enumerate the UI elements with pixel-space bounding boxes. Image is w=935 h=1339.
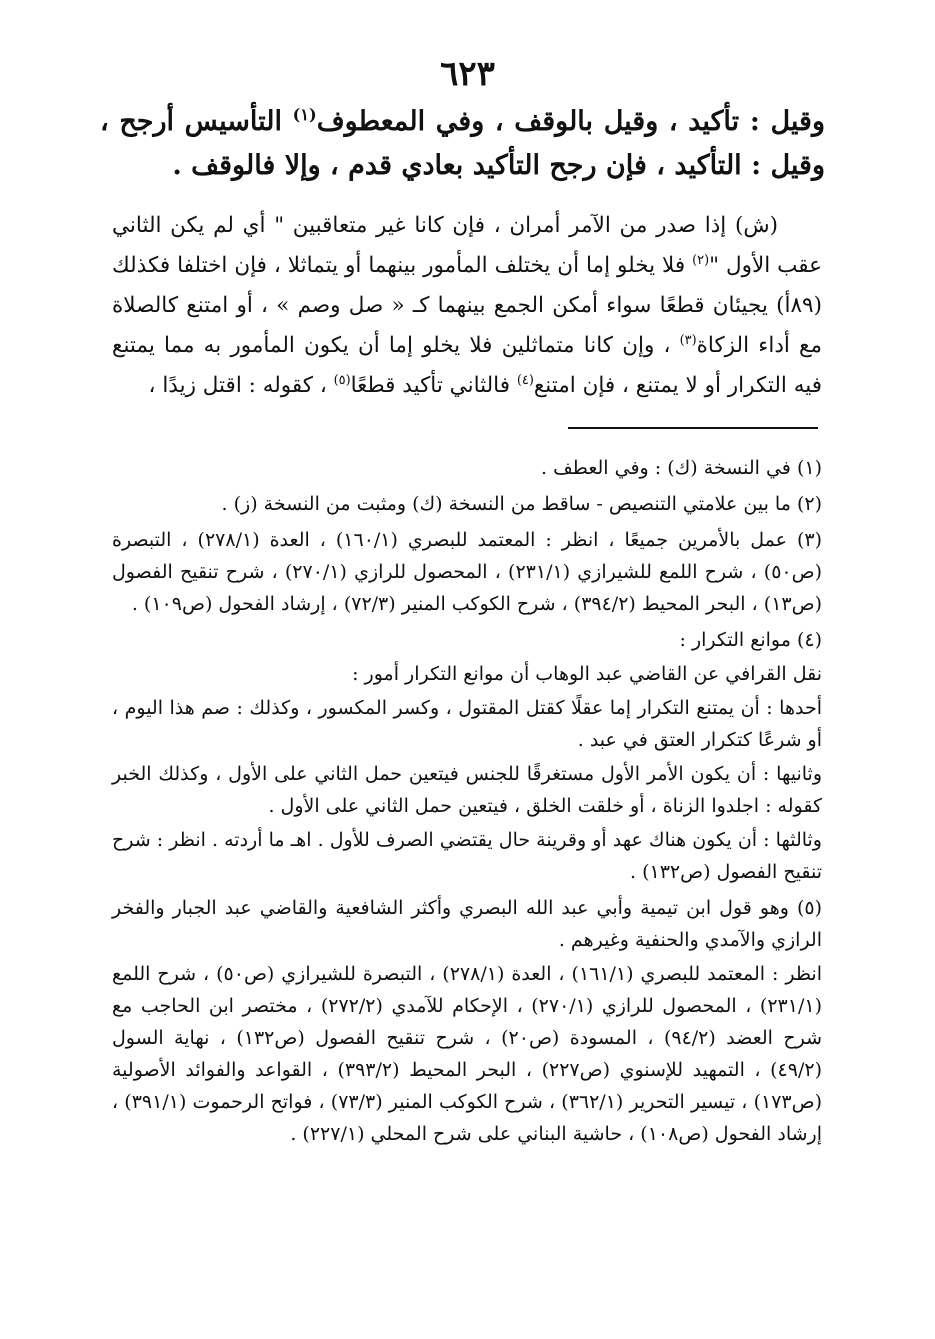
footnote-3 (112, 524, 822, 620)
commentary-part-1: (ش) إذا صدر من الآمر أمران ، فإن كانا غير متعاقبين " أي لم يكن الثاني عقب الأول " (112, 213, 822, 278)
footnote-1 (112, 452, 822, 484)
footnote-text: وهو قول ابن تيمية وأبي عبد الله البصري وأكثر الشافعية والقاضي عبد الجبار والفخر الرازي والآمدي والحنفية وغيرهم . (112, 897, 822, 951)
commentary-part-2: فلا يخلو إما أن يختلف المأمور بينهما أو يتماثلا ، فإن اختلفا فكذلك (٨٩أ) يجيئان قطعًا سواء أمكن الجمع بينهما كـ « صل وصم » ، أو امتنع كالصلاة مع أداء الزكاة (112, 253, 822, 358)
footnote-number: (٢) (796, 493, 822, 515)
footnote-ref-2: (٢) (692, 252, 710, 268)
commentary-block (112, 206, 822, 406)
footnote-ref-5: (٥) (333, 372, 351, 388)
footnote-line: نقل القرافي عن القاضي عبد الوهاب أن موانع التكرار أمور : (352, 663, 822, 685)
footnotes-block (112, 452, 822, 1154)
commentary-part-4: فالثاني تأكيد قطعًا (350, 373, 517, 398)
footnote-2 (112, 488, 822, 520)
footnote-number: (٥) (796, 897, 823, 919)
footnote-ref-1: (١) (292, 105, 317, 124)
main-text-block (100, 100, 825, 188)
footnote-line (112, 452, 822, 484)
main-text-part-2: التأسيس أرجح ، وقيل : التأكيد ، فإن رجح التأكيد بعادي قدم ، وإلا فالوقف . (100, 106, 825, 181)
footnote-ref-4: (٤) (516, 372, 534, 388)
commentary-paragraph (112, 206, 822, 406)
footnote-4 (112, 624, 822, 888)
footnote-line: أحدها : أن يمتنع التكرار إما عقلًا كقتل المقتول ، وكسر المكسور ، وكذلك : صم هذا اليوم ، أو شرعًا كتكرار العتق في عبد . (112, 697, 822, 751)
footnote-number: (١) (796, 457, 822, 479)
footnote-text: في النسخة (ك) : وفي العطف . (541, 457, 791, 479)
footnote-line (112, 624, 822, 656)
footnote-text: ما بين علامتي التنصيص - ساقط من النسخة (ك) ومثبت من النسخة (ز) . (221, 493, 791, 515)
main-text-paragraph (100, 100, 825, 188)
footnote-line (112, 488, 822, 520)
footnote-line: انظر : المعتمد للبصري (١٦١/١) ، العدة (٢٧٨/١) ، التبصرة للشيرازي (ص٥٠) ، شرح اللمع (٢٣١/١) ، المحصول للرازي (٢٧٠/١) ، الإحكام للآمدي (٢٧٢/٢) ، مختصر ابن الحاجب مع شرح العضد (٩٤/٢) ، المسودة (ص٢٠) ، شرح تنقيح الفصول (ص١٣٢) ، نهاية السول (٤٩/٢) ، التمهيد للإسنوي (ص٢٢٧) ، البحر المحيط (٣٩٣/٢) ، القواعد والفوائد الأصولية (ص١٧٣) ، تيسير التحرير (٣٦٢/١) ، شرح الكوكب المنير (٧٣/٣) ، فواتح الرحموت (٣٩١/١) ، إرشاد الفحول (ص١٠٨) ، حاشية البناني على شرح المحلي (٢٢٧/١) . (112, 963, 823, 1145)
page-number: ٦٢٣ (440, 54, 495, 94)
footnote-number: (٣) (796, 529, 823, 551)
footnote-5 (112, 892, 822, 1150)
footnote-text: عمل بالأمرين جميعًا ، انظر : المعتمد للبصري (١٦٠/١) ، العدة (٢٧٨/١) ، التبصرة (ص٥٠) ، شرح اللمع للشيرازي (٢٣١/١) ، المحصول للرازي (٢٧٠/١) ، شرح تنقيح الفصول (ص١٣) ، البحر المحيط (٣٩٤/٢) ، شرح الكوكب المنير (٧٢/٣) ، إرشاد الفحول (ص١٠٩) . (112, 529, 823, 615)
commentary-part-3: ، وإن كانا متماثلين فلا يخلو إما أن يكون المأمور به مما يمتنع فيه التكرار أو لا يمتنع ، فإن امتنع (112, 333, 822, 398)
footnote-separator (568, 427, 818, 429)
footnote-text: موانع التكرار : (679, 629, 791, 651)
footnote-number: (٤) (796, 629, 822, 651)
main-text-part-1: وقيل : تأكيد ، وقيل بالوقف ، وفي المعطوف (316, 106, 825, 137)
footnote-line (112, 524, 822, 620)
footnote-ref-3: (٣) (679, 332, 697, 348)
footnote-line (112, 892, 822, 956)
footnote-line: وثانيها : أن يكون الأمر الأول مستغرقًا للجنس فيتعين حمل الثاني على الأول ، وكذلك الخبر كقوله : اجلدوا الزناة ، أو خلقت الخلق ، فيتعين حمل الثاني على الأول . (112, 763, 822, 817)
commentary-part-5: ، كقوله : اقتل زيدًا ، (148, 373, 334, 398)
footnote-line: وثالثها : أن يكون هناك عهد أو وقرينة حال يقتضي الصرف للأول . اهـ ما أردته . انظر : شرح تنقيح الفصول (ص١٣٢) . (112, 829, 822, 883)
